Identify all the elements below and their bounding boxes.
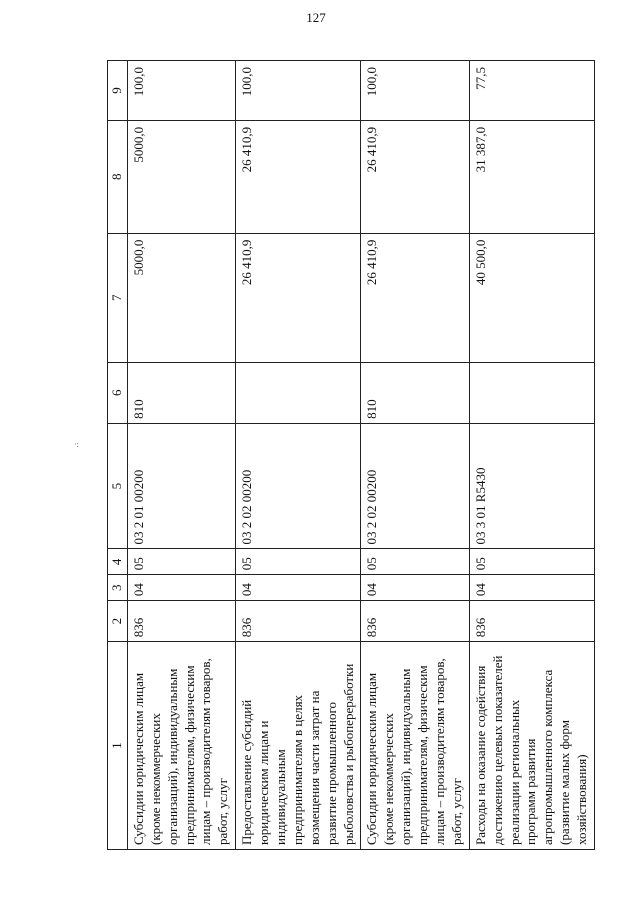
row-planned-amount: 40 500,0 (469, 233, 594, 362)
row-ministry-code: 836 (127, 601, 235, 642)
row-planned-amount: 26 410,9 (236, 233, 361, 362)
row-section-code: 04 (127, 575, 235, 601)
row-subsection-code: 05 (127, 549, 235, 575)
rotated-table-container (107, 60, 590, 850)
row-percent: 100,0 (236, 61, 361, 121)
row-target-article: 03 2 02 00200 (361, 423, 469, 549)
row-target-article: 03 2 01 00200 (127, 423, 235, 549)
table-row (469, 61, 594, 850)
row-section-code: 04 (469, 575, 594, 601)
scan-speck: ·: (74, 440, 79, 449)
header-col-7: 7 (108, 233, 128, 362)
row-planned-amount: 5000,0 (127, 233, 235, 362)
row-percent: 100,0 (361, 61, 469, 121)
row-actual-amount: 26 410,9 (236, 120, 361, 233)
row-actual-amount: 5000,0 (127, 120, 235, 233)
row-section-code: 04 (361, 575, 469, 601)
row-subsection-code: 05 (469, 549, 594, 575)
row-expense-type (236, 362, 361, 423)
header-col-8: 8 (108, 120, 128, 233)
header-col-9: 9 (108, 61, 128, 121)
header-col-5: 5 (108, 423, 128, 549)
header-col-6: 6 (108, 362, 128, 423)
budget-table (107, 60, 595, 850)
row-subsection-code: 05 (236, 549, 361, 575)
row-expense-type: 810 (361, 362, 469, 423)
header-col-4: 4 (108, 549, 128, 575)
row-percent: 77,5 (469, 61, 594, 121)
row-name: Предоставление субсидий юридическим лицам и индивидуальным предпринимателям в целях возмещения части затрат на развитие промышленного рыболовства и рыбопереработки (236, 642, 361, 850)
row-name: Субсидии юридическим лицам (кроме некоммерческих организаций), индивидуальным предпринимателям, физическим лицам – производителям товаров, работ, услуг (127, 642, 235, 850)
table-row (127, 61, 235, 850)
row-ministry-code: 836 (236, 601, 361, 642)
header-row (108, 61, 128, 850)
row-name: Расходы на оказание содействия достижению целевых показателей реализации региональных программ развития агропромышленного комплекса (развитие малых форм хозяйствования) (469, 642, 594, 850)
header-col-3: 3 (108, 575, 128, 601)
row-subsection-code: 05 (361, 549, 469, 575)
page-number: 127 (306, 10, 326, 25)
row-expense-type (469, 362, 594, 423)
table-row (361, 61, 469, 850)
header-col-1: 1 (108, 642, 128, 850)
row-target-article: 03 3 01 R5430 (469, 423, 594, 549)
row-percent: 100,0 (127, 61, 235, 121)
row-name: Субсидии юридическим лицам (кроме некоммерческих организаций), индивидуальным предпринимателям, физическим лицам – производителям товаров, работ, услуг (361, 642, 469, 850)
row-expense-type: 810 (127, 362, 235, 423)
header-col-2: 2 (108, 601, 128, 642)
table-row (236, 61, 361, 850)
row-target-article: 03 2 02 00200 (236, 423, 361, 549)
row-actual-amount: 26 410,9 (361, 120, 469, 233)
row-actual-amount: 31 387,0 (469, 120, 594, 233)
row-section-code: 04 (236, 575, 361, 601)
row-ministry-code: 836 (361, 601, 469, 642)
row-ministry-code: 836 (469, 601, 594, 642)
row-planned-amount: 26 410,9 (361, 233, 469, 362)
